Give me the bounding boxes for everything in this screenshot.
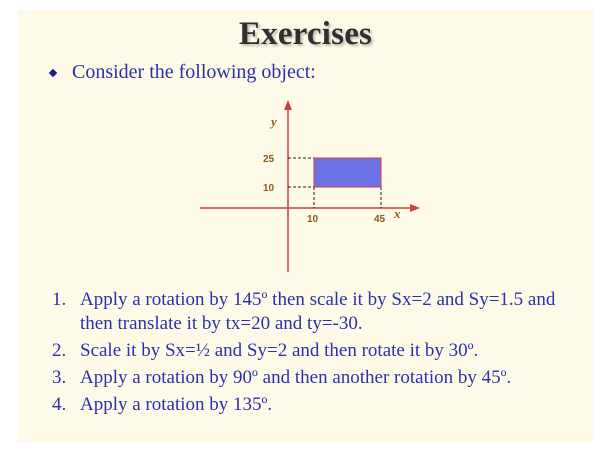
exercise-item <box>52 393 582 417</box>
x-axis-arrow-icon <box>410 204 420 212</box>
exercise-text: Apply a rotation by 90º and then another rotation by 45º. <box>80 367 512 388</box>
x-tick-45: 45 <box>374 214 386 225</box>
exercise-text: Scale it by Sx=½ and Sy=2 and then rotate it by 30º. <box>80 340 479 361</box>
exercise-number: 4. <box>52 394 67 415</box>
exercise-item <box>52 339 582 363</box>
exercise-number: 3. <box>52 367 67 388</box>
x-tick-10: 10 <box>307 214 319 225</box>
y-axis-arrow-icon <box>284 100 292 110</box>
y-axis-label: y <box>271 114 277 129</box>
exercise-text: Apply a rotation by 135º. <box>80 394 273 415</box>
exercise-number: 2. <box>52 340 67 361</box>
slide <box>18 10 593 442</box>
exercise-number: 1. <box>52 289 67 310</box>
y-tick-25: 25 <box>263 154 275 165</box>
exercise-text: Apply a rotation by 145º then scale it by Sx=2 and Sy=1.5 and then translate it by tx=20 and ty=-30. <box>80 289 556 334</box>
x-axis-label: x <box>394 206 401 221</box>
exercise-item <box>52 288 582 336</box>
exercise-item <box>52 366 582 390</box>
object-rectangle <box>314 158 381 187</box>
exercise-list <box>52 288 582 420</box>
intro-text: Consider the following object: <box>72 61 316 83</box>
y-tick-10: 10 <box>263 183 275 194</box>
slide-title: Exercises <box>238 16 373 52</box>
